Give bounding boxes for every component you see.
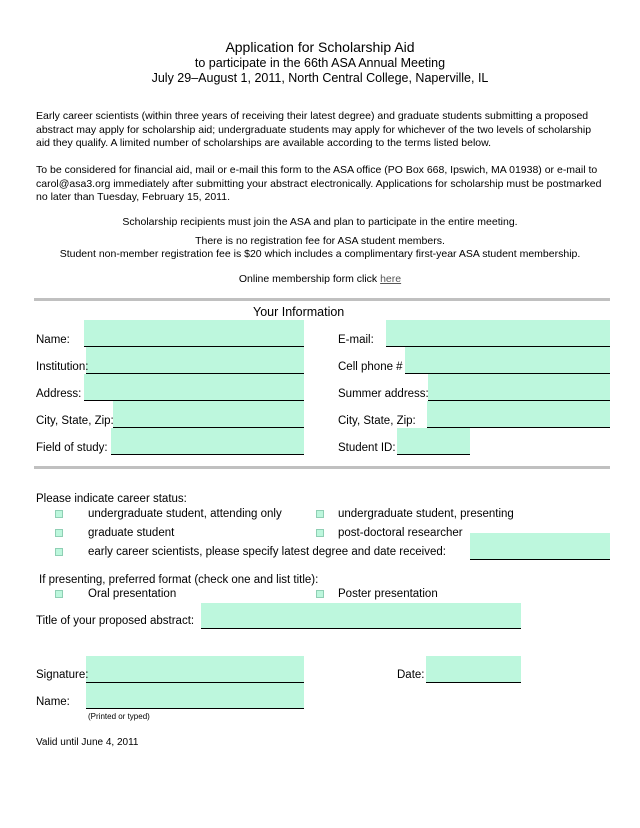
printed-name-note: (Printed or typed)	[88, 712, 150, 721]
intro-paragraph-submission: To be considered for financial aid, mail or e-mail this form to the ASA office (PO Box 668, Ipswich, MA 01938) or e-mail to carol@asa3.org immediately after submitting your abstract electronically. Applications for scholarship must be postmarked no later than Tuesday, February 15, 2011.	[36, 164, 602, 203]
career-status-prompt: Please indicate career status:	[36, 493, 187, 505]
field-of-study-label: Field of study:	[36, 442, 108, 454]
page-title: Application for Scholarship Aid	[225, 39, 415, 55]
summer-address-label: Summer address:	[338, 388, 429, 400]
poster-presentation-checkbox[interactable]	[316, 590, 324, 598]
undergrad-attending-checkbox[interactable]	[55, 510, 63, 518]
field-of-study-field[interactable]	[111, 428, 304, 455]
postdoc-label: post-doctoral researcher	[338, 527, 463, 539]
summer-city-state-zip-field[interactable]	[427, 401, 610, 428]
section-divider-bottom	[34, 466, 610, 469]
membership-form-link[interactable]: here	[380, 273, 402, 285]
membership-form-line	[0, 273, 640, 285]
graduate-label: graduate student	[88, 527, 175, 539]
address-label: Address:	[36, 388, 82, 400]
intro-paragraph-eligibility: Early career scientists (within three years of receiving their latest degree) and graduate students submitting a proposed abstract may apply for scholarship aid; undergraduate students may apply for whichever of the two levels of scholarship aid they qualify. A limited number of scholarships are available according to the terms listed below.	[36, 110, 592, 149]
section-divider-top	[34, 298, 610, 301]
degree-date-field[interactable]	[470, 533, 610, 560]
institution-label: Institution:	[36, 361, 89, 373]
name-label: Name:	[36, 334, 70, 346]
cell-phone-field[interactable]	[405, 347, 610, 374]
summer-city-state-zip-label: City, State, Zip:	[338, 415, 416, 427]
poster-presentation-label: Poster presentation	[338, 588, 438, 600]
oral-presentation-checkbox[interactable]	[55, 590, 63, 598]
oral-presentation-label: Oral presentation	[88, 588, 177, 600]
printed-name-label: Name:	[36, 696, 70, 708]
date-label: Date:	[397, 669, 425, 681]
signature-field[interactable]	[86, 656, 304, 683]
cell-phone-label: Cell phone #	[338, 361, 403, 373]
abstract-title-label: Title of your proposed abstract:	[36, 615, 195, 627]
student-id-field[interactable]	[397, 428, 470, 455]
undergrad-attending-label: undergraduate student, attending only	[88, 508, 282, 520]
email-label: E-mail:	[338, 334, 374, 346]
postdoc-checkbox[interactable]	[316, 529, 324, 537]
date-field[interactable]	[426, 656, 521, 683]
registration-fee-nonmembers: Student non-member registration fee is $20 which includes a complimentary first-year ASA student membership.	[59, 248, 581, 260]
address-field[interactable]	[84, 374, 304, 401]
early-career-label: early career scientists, please specify latest degree and date received:	[88, 546, 446, 558]
abstract-title-field[interactable]	[201, 603, 521, 629]
valid-until-note: Valid until June 4, 2011	[36, 737, 139, 748]
signature-label: Signature:	[36, 669, 89, 681]
city-state-zip-field[interactable]	[113, 401, 304, 428]
city-state-zip-label: City, State, Zip:	[36, 415, 114, 427]
printed-name-field[interactable]	[86, 683, 304, 709]
email-field[interactable]	[386, 320, 610, 347]
membership-requirement: Scholarship recipients must join the ASA and plan to participate in the entire meeting.	[122, 216, 518, 228]
registration-fee-members: There is no registration fee for ASA student members.	[195, 235, 445, 247]
page-subtitle-dates: July 29–August 1, 2011, North Central College, Naperville, IL	[151, 71, 489, 85]
your-information-heading: Your Information	[253, 305, 345, 319]
institution-field[interactable]	[86, 347, 304, 374]
undergrad-presenting-label: undergraduate student, presenting	[338, 508, 514, 520]
graduate-checkbox[interactable]	[55, 529, 63, 537]
membership-form-text: Online membership form click	[238, 273, 378, 285]
student-id-label: Student ID:	[338, 442, 396, 454]
presentation-format-prompt: If presenting, preferred format (check one and list title):	[39, 574, 319, 586]
early-career-checkbox[interactable]	[55, 548, 63, 556]
undergrad-presenting-checkbox[interactable]	[316, 510, 324, 518]
page-subtitle-meeting: to participate in the 66th ASA Annual Meeting	[194, 56, 446, 70]
summer-address-field[interactable]	[428, 374, 610, 401]
name-field[interactable]	[84, 320, 304, 347]
